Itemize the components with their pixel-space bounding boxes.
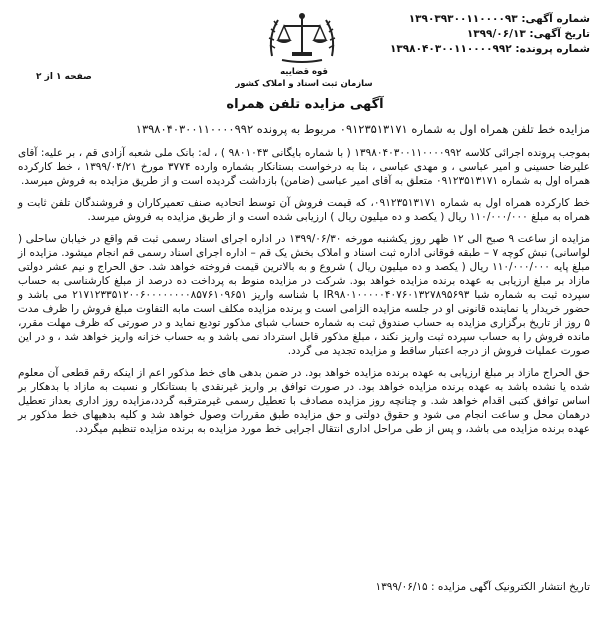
paragraph-auction-terms: مزایده از ساعت ۹ صبح الی ۱۲ ظهر روز یکشنبه مورخه ۱۳۹۹/۰۶/۳۰ در اداره اجرای اسناد رسمی ثبت قم واقع در خیابان ساحلی ( لواسانی) نبش کوچه ۷ – طبقه فوقانی اداره ثبت اسناد و املاک بخش یک قم – اداره اجرای اسناد رسمی قم انجام میشود. مزایده از مبلغ پایه ۱۱۰/۰۰۰/۰۰۰ ریال ( یکصد و ده میلیون ریال ) شروع و به بالاترین قیمت فروخته خواهد شد. حق الحراج و نیم عشر دولتی مازاد بر مبلغ ارزیابی به عهده برنده مزایده خواهد بود. شرکت در مزایده منوط به پرداخت ده درصد از مبلغ کارشناسی به حساب سپرده ثبت به شماره شبا IR۹۸۰۱۰۰۰۰۰۴۰۷۶۰۱۳۲۷۸۹۵۶۹۳ با شناسه واریز ۲۱۷۱۲۳۳۵۱۲۰۰۶۰۰۰۰۰۰۰۰۸۵۷۶۱۰۹۶۵۱ می باشد و حضور خریدار یا نماینده قانونی او در جلسه مزایده الزامی است و برنده مزایده مکلف است مابه التفاوت مبلغ فروش را ظرف مدت ۵ روز از تاریخ برگزاری مزایده به حساب صندوق ثبت به شماره حساب شبای مذکور تودیع نماید و در صورتی که ظرف مهلت مقرر، مانده فروش را به حساب سپرده ثبت واریز نکند ، مبلغ مذکور قابل استرداد نمی باشد و به حساب خزانه واریز خواهد شد ، و در این صورت عملیات فروش از درجه اعتبار ساقط و مزایده تجدید می گردد. [18,233,591,357]
notice-body [18,146,590,444]
emblem-caption [224,66,384,90]
notice-number: شماره آگهی: ۱۳۹۰۳۹۳۰۰۱۱۰۰۰۰۹۳ [408,13,590,25]
judiciary-emblem-icon [262,8,342,66]
notice-date: تاریخ آگهی: ۱۳۹۹/۰۶/۱۳ [466,28,590,40]
notice-subtitle: مزایده خط تلفن همراه اول به شماره ۰۹۱۲۳۵۱۳۱۷۱ مربوط به پرونده ۱۳۹۸۰۴۰۳۰۰۱۱۰۰۰۰۹۹۲ [135,122,590,136]
paragraph-valuation: خط کارکرده همراه اول به شماره ۰۹۱۲۳۵۱۳۱۷۱، که قیمت فروش آن توسط اتحادیه صنف تعمیرکاران و فروشندگان تلفن ثابت و همراه به مبلغ ۱۱۰/۰۰۰/۰۰۰ ریال ( یکصد و ده میلیون ریال ) ارزیابی شده است و از طریق مزایده به فروش میرسد. [18,197,590,223]
notice-meta [340,12,590,57]
page-number: صفحه ۱ از ۲ [36,72,92,82]
paragraph-case-details: بموجب پرونده اجرائی کلاسه ۱۳۹۸۰۴۰۳۰۰۱۱۰۰۰۰۹۹۲ ( با شماره بایگانی ۹۸۰۱۰۴۳ ) ، له: بانک ملی شعبه آزادی قم ، بر علیه: آقای علیرضا حسینی و امیر عباسی ، و مهدی عباسی ، بنا به درخواست بستانکار بشماره وارده ۳۷۷۴ مورخ ۱۳۹۹/۰۴/۲۱ ، خط کارکرده همراه اول به شماره ۰۹۱۲۳۵۱۳۱۷۱ متعلق به آقای امیر عباسی (ضامن) بازداشت گردیده است و از طریق مزایده به فروش میرسد. [18,147,591,187]
emblem-line-organization: سازمان ثبت اسناد و املاک کشور [235,79,373,89]
publication-date: تاریخ انتشار الکترونیک آگهی مزایده : ۱۳۹۹/۰۶/۱۵ [375,581,590,593]
file-number: شماره پرونده: ۱۳۹۸۰۴۰۳۰۰۱۱۰۰۰۰۹۹۲ [389,43,590,55]
notice-title: آگهی مزایده تلفن همراه [226,97,384,112]
paragraph-obligations: حق الحراج مازاد بر مبلغ ارزیابی به عهده برنده مزایده خواهد بود. در ضمن بدهی های خط مذکور اعم از اینکه رقم قطعی آن معلوم شده یا نشده باشد به عهده برنده مزایده خواهد بود. در صورت توافق بر واریز غیرنقدی با بستانکار و نسبت به مازاد با بدهکار بر اساس توافق کتبی اقدام خواهد شد. و چنانچه روز مزایده مصادف با تعطیل رسمی غیرمترقبه گردد،مزایده روز اداری بعداز تعطیل درهمان محل و ساعت انجام می شود و حقوق دولتی و حق مزایده طبق مقررات وصول خواهد شد و کلیه بدهیهای خط مذکور بر عهده برنده مزایده می باشد، و پس از طی مراحل اداری انتقال اجرایی خط مورد مزایده به برنده مزایده تنظیم میگردد. [18,367,590,435]
emblem-line-judiciary: قوه قضاییه [280,67,328,77]
